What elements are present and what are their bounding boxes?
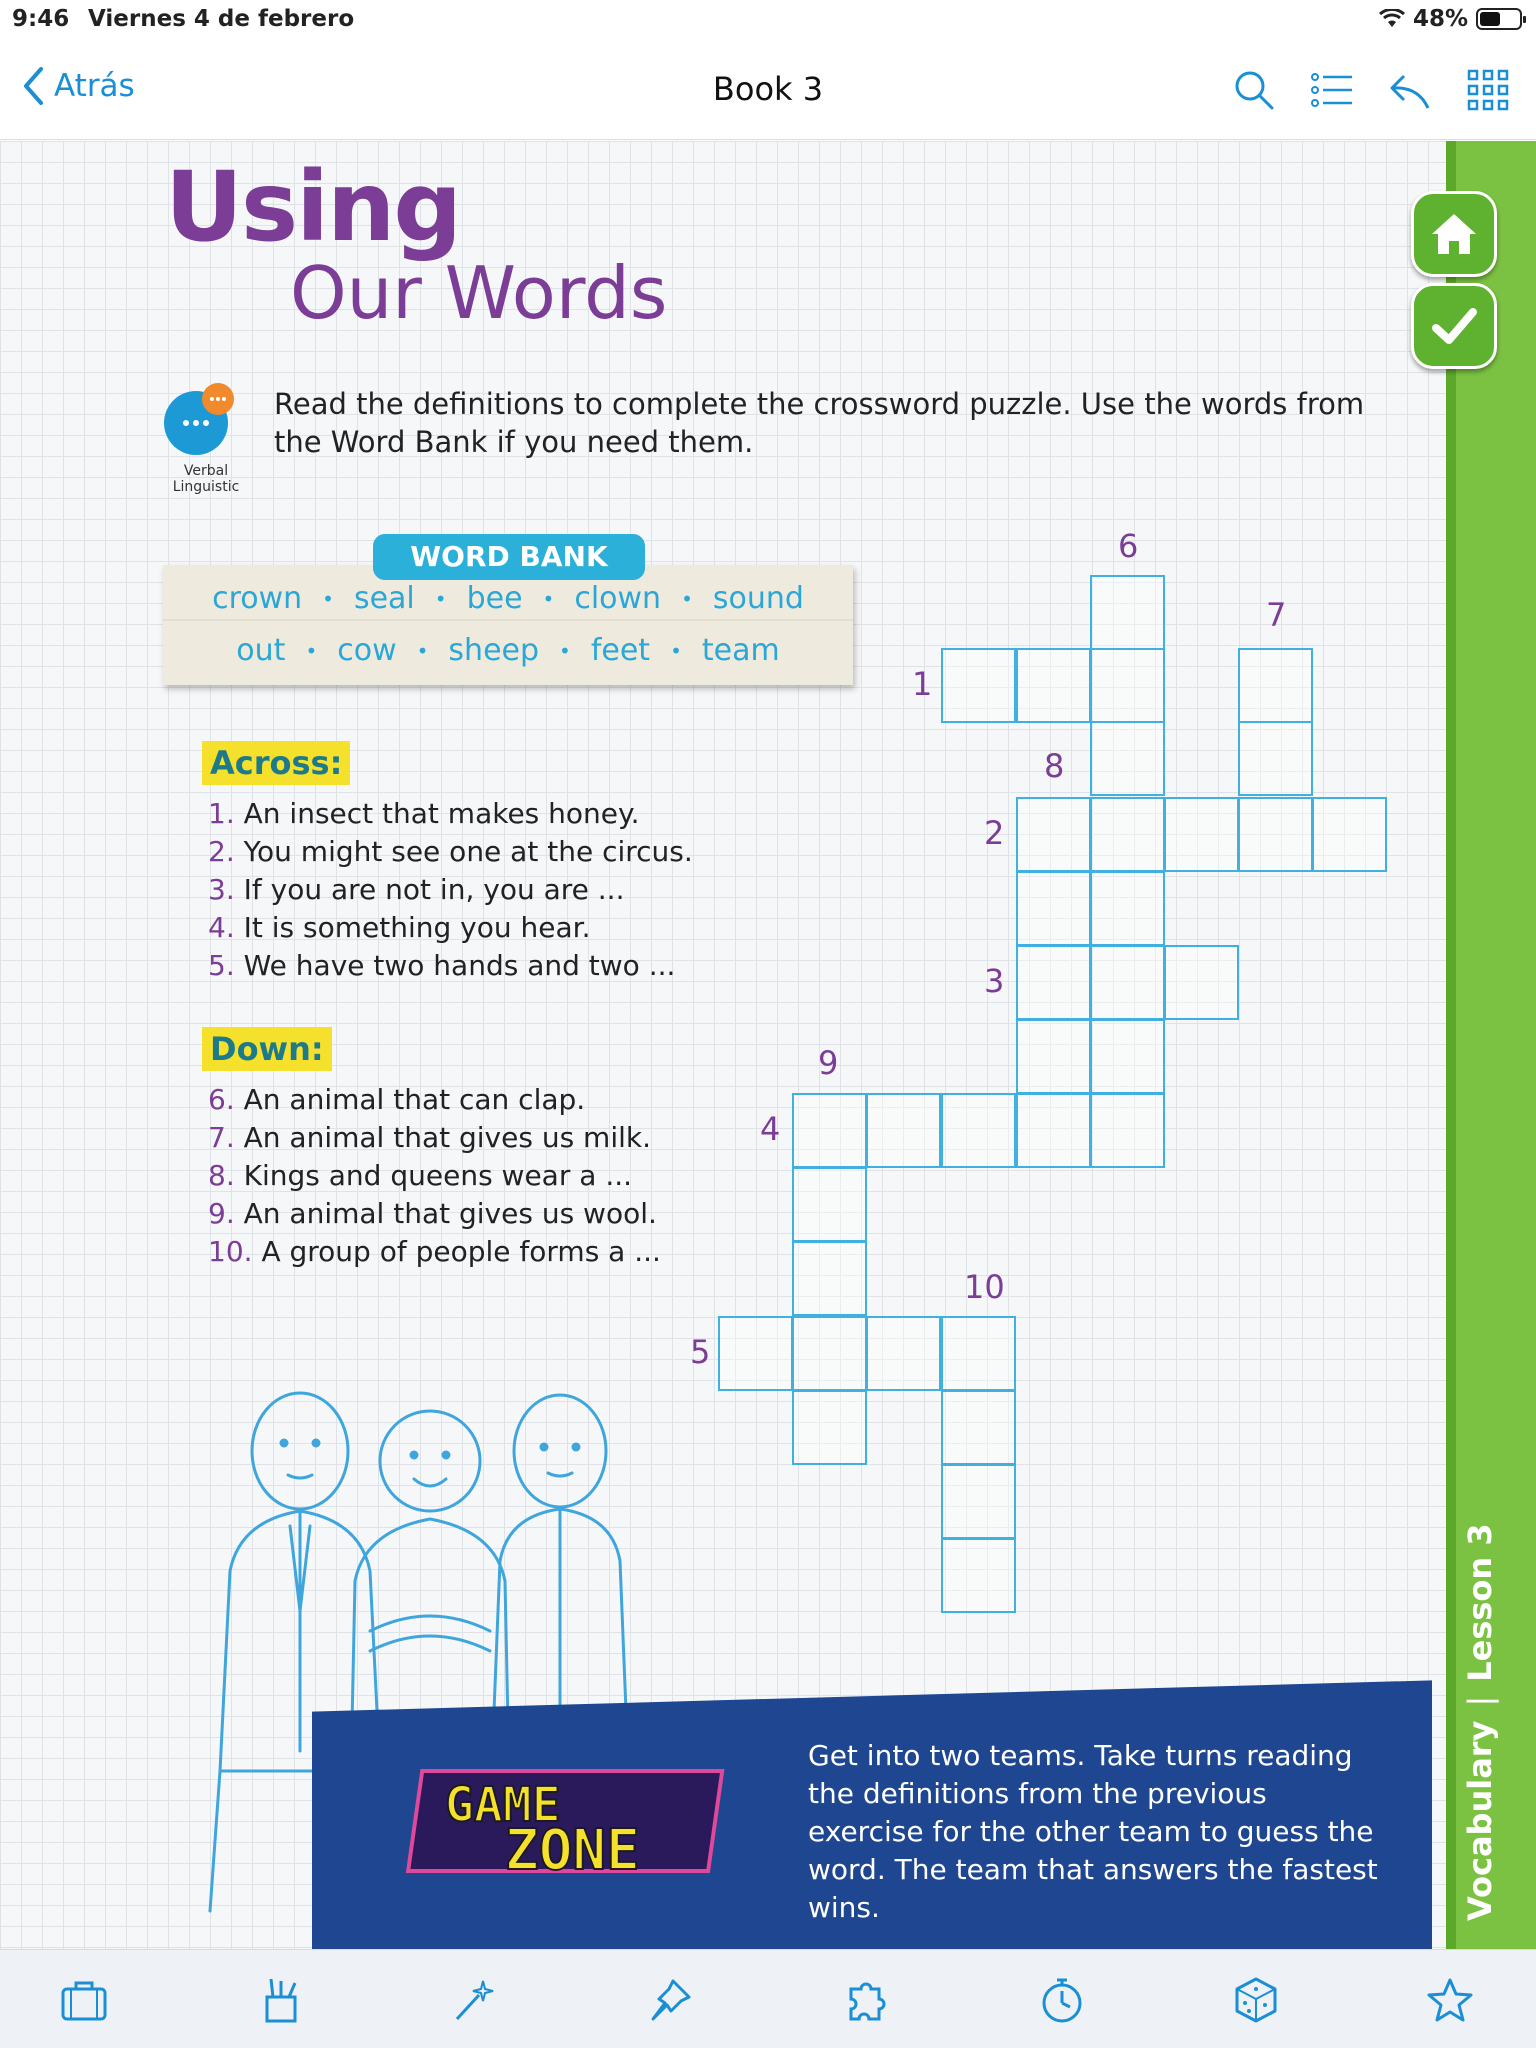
crossword-number: 8 [1044, 747, 1065, 785]
word-bank-word: out [236, 633, 286, 668]
undo-arrow-icon [1388, 68, 1432, 112]
instructions-text: Read the definitions to complete the crossword puzzle. Use the words from the Word Bank if you need them. [274, 387, 1365, 459]
page-title-line1: Using [165, 151, 461, 263]
clue-number: 6. [208, 1083, 235, 1116]
tools-button[interactable] [254, 1972, 310, 2028]
word-separator: • [681, 586, 693, 611]
word-separator: • [670, 638, 682, 663]
crossword-cell[interactable] [1090, 797, 1165, 872]
lesson-side-label [1450, 1481, 1510, 1921]
clue-item [208, 1233, 661, 1271]
search-icon [1232, 68, 1276, 112]
bottom-toolbar [0, 1949, 1536, 2048]
word-bank-row-2 [163, 633, 853, 668]
word-separator: • [434, 586, 447, 611]
crossword-cell[interactable] [1238, 797, 1313, 872]
word-bank-word: sheep [448, 633, 540, 668]
crossword-number: 3 [984, 962, 1005, 1000]
crossword-cell[interactable] [941, 1093, 1016, 1168]
clue-text: An animal that can clap. [243, 1083, 586, 1116]
briefcase-icon [59, 1975, 109, 2025]
down-clues [208, 1081, 661, 1271]
book-page [0, 141, 1536, 1949]
contents-button[interactable] [1308, 66, 1356, 114]
clue-item [208, 909, 693, 947]
word-separator: • [542, 586, 555, 611]
crossword-cell[interactable] [1238, 648, 1313, 723]
clue-number: 10. [208, 1235, 253, 1268]
stopwatch-icon [1037, 1975, 1087, 2025]
crossword-number: 6 [1118, 527, 1139, 565]
crossword-number: 1 [912, 665, 933, 703]
clue-text: You might see one at the circus. [243, 835, 693, 868]
crossword-cell[interactable] [1090, 871, 1165, 946]
crossword-cell[interactable] [792, 1167, 867, 1242]
word-bank-word: cow [337, 633, 397, 668]
logo-line1: GAME [445, 1777, 561, 1833]
stopwatch-button[interactable] [1034, 1972, 1090, 2028]
word-separator: • [559, 638, 571, 663]
game-zone-text: Get into two teams. Take turns reading the definitions from the previous exercise for the other team to guess the word. The team that answers the fastest wins. [808, 1739, 1378, 1924]
battery-icon [1476, 8, 1522, 30]
status-right [1379, 6, 1522, 32]
crossword-number: 7 [1266, 596, 1287, 634]
book-title: Book 3 [712, 70, 824, 108]
clue-number: 3. [208, 873, 235, 906]
clue-item [208, 795, 693, 833]
crossword-cell[interactable] [1090, 721, 1165, 796]
magic-wand-icon [449, 1975, 499, 2025]
nav-icons [1230, 66, 1512, 114]
crossword-cell[interactable] [1238, 721, 1313, 796]
status-bar [0, 0, 1536, 40]
crossword-cell[interactable] [941, 1464, 1016, 1539]
crossword-cell[interactable] [866, 1093, 941, 1168]
grid-button[interactable] [1464, 66, 1512, 114]
crossword-cell[interactable] [1016, 648, 1091, 723]
home-button[interactable] [1411, 191, 1497, 277]
home-icon [1426, 206, 1482, 262]
clue-text: An insect that makes honey. [243, 797, 640, 830]
crossword-cell[interactable] [1016, 1093, 1091, 1168]
crossword-cell[interactable] [941, 1316, 1016, 1391]
across-heading: Across: [202, 741, 350, 785]
crossword-number: 9 [818, 1044, 839, 1082]
crossword-cell[interactable] [1016, 1019, 1091, 1094]
clue-number: 2. [208, 835, 235, 868]
checkmark-icon [1426, 298, 1482, 354]
word-bank-word: sound [712, 581, 804, 616]
pin-button[interactable] [642, 1972, 698, 2028]
puzzle-button[interactable] [838, 1972, 894, 2028]
clue-number: 8. [208, 1159, 235, 1192]
game-zone-logo [395, 1751, 755, 1891]
clue-text: If you are not in, you are ... [243, 873, 625, 906]
status-time: 9:46 [12, 6, 70, 32]
crossword-cell[interactable] [792, 1241, 867, 1316]
crossword-cell[interactable] [1016, 797, 1091, 872]
magic-wand-button[interactable] [446, 1972, 502, 2028]
crossword-cell[interactable] [1164, 797, 1239, 872]
word-bank-word: crown [212, 581, 303, 616]
crossword-cell[interactable] [1090, 1019, 1165, 1094]
across-clues [208, 795, 693, 985]
clue-item [208, 833, 693, 871]
word-bank-word: feet [590, 633, 651, 668]
clue-item [208, 1195, 661, 1233]
clue-item [208, 1119, 661, 1157]
crossword-cell[interactable] [1090, 945, 1165, 1020]
page-title-line2: Our Words [290, 251, 668, 335]
undo-button[interactable] [1386, 66, 1434, 114]
crossword-cell[interactable] [792, 1390, 867, 1465]
clue-text: We have two hands and two ... [243, 949, 676, 982]
caption-line2: Linguistic [172, 479, 240, 495]
crossword-cell[interactable] [1016, 871, 1091, 946]
word-separator: • [305, 638, 318, 663]
crossword-cell[interactable] [941, 1390, 1016, 1465]
word-bank-word: team [701, 633, 780, 668]
word-bank-title: WORD BANK [373, 534, 645, 580]
word-bank-word: clown [574, 581, 662, 616]
clue-item [208, 1081, 661, 1119]
crossword-cell[interactable] [718, 1316, 793, 1391]
down-heading: Down: [202, 1027, 332, 1071]
crossword-cell[interactable] [792, 1093, 867, 1168]
grid-icon [1466, 68, 1510, 112]
clue-number: 1. [208, 797, 235, 830]
clue-number: 9. [208, 1197, 235, 1230]
status-date: Viernes 4 de febrero [88, 6, 355, 32]
crossword-number: 5 [690, 1333, 711, 1371]
word-separator: • [416, 638, 429, 663]
puzzle-icon [841, 1975, 891, 2025]
speech-bubble-icon [160, 381, 236, 457]
crossword-cell[interactable] [792, 1316, 867, 1391]
caption-line1: Verbal [183, 463, 229, 479]
crossword-number: 10 [964, 1268, 1005, 1306]
clue-item [208, 947, 693, 985]
crossword-cell[interactable] [1312, 797, 1387, 872]
battery-percent: 48% [1412, 6, 1468, 32]
briefcase-button[interactable] [56, 1972, 112, 2028]
crossword-number: 4 [760, 1110, 781, 1148]
dice-button[interactable] [1228, 1972, 1284, 2028]
clue-text: An animal that gives us milk. [243, 1121, 652, 1154]
clue-item [208, 871, 693, 909]
word-bank-word: seal [353, 581, 415, 616]
clue-text: A group of people forms a ... [261, 1235, 661, 1268]
dice-icon [1231, 1975, 1281, 2025]
star-button[interactable] [1422, 1972, 1478, 2028]
star-icon [1425, 1975, 1475, 2025]
word-separator: • [322, 586, 334, 611]
crossword-cell[interactable] [1090, 648, 1165, 723]
crossword-cell[interactable] [1164, 945, 1239, 1020]
clue-text: It is something you hear. [243, 911, 591, 944]
word-bank-row-1 [163, 581, 853, 616]
back-label: Atrás [54, 68, 135, 104]
clue-text: An animal that gives us wool. [243, 1197, 657, 1230]
crossword-cell[interactable] [941, 648, 1016, 723]
list-icon [1310, 68, 1354, 112]
logo-line2: ZONE [505, 1818, 640, 1883]
intelligence-caption [160, 463, 252, 495]
pin-icon [645, 1975, 695, 2025]
crossword-cell[interactable] [866, 1316, 941, 1391]
side-label-separator: | [1461, 1695, 1499, 1707]
clue-number: 5. [208, 949, 235, 982]
crossword-number: 2 [984, 814, 1005, 852]
crossword-cell[interactable] [1016, 945, 1091, 1020]
tools-icon [257, 1975, 307, 2025]
clue-item [208, 1157, 661, 1195]
crossword-cell[interactable] [941, 1538, 1016, 1613]
side-label-left: Vocabulary [1461, 1720, 1499, 1921]
crossword-cell[interactable] [1090, 1093, 1165, 1168]
clue-text: Kings and queens wear a ... [243, 1159, 633, 1192]
search-button[interactable] [1230, 66, 1278, 114]
crossword-cell[interactable] [1090, 575, 1165, 650]
clue-number: 7. [208, 1121, 235, 1154]
wifi-icon [1379, 9, 1405, 29]
word-bank-word: bee [466, 581, 523, 616]
nav-bar [0, 40, 1536, 140]
check-button[interactable] [1411, 283, 1497, 369]
clue-number: 4. [208, 911, 235, 944]
side-label-right: Lesson 3 [1461, 1523, 1499, 1682]
